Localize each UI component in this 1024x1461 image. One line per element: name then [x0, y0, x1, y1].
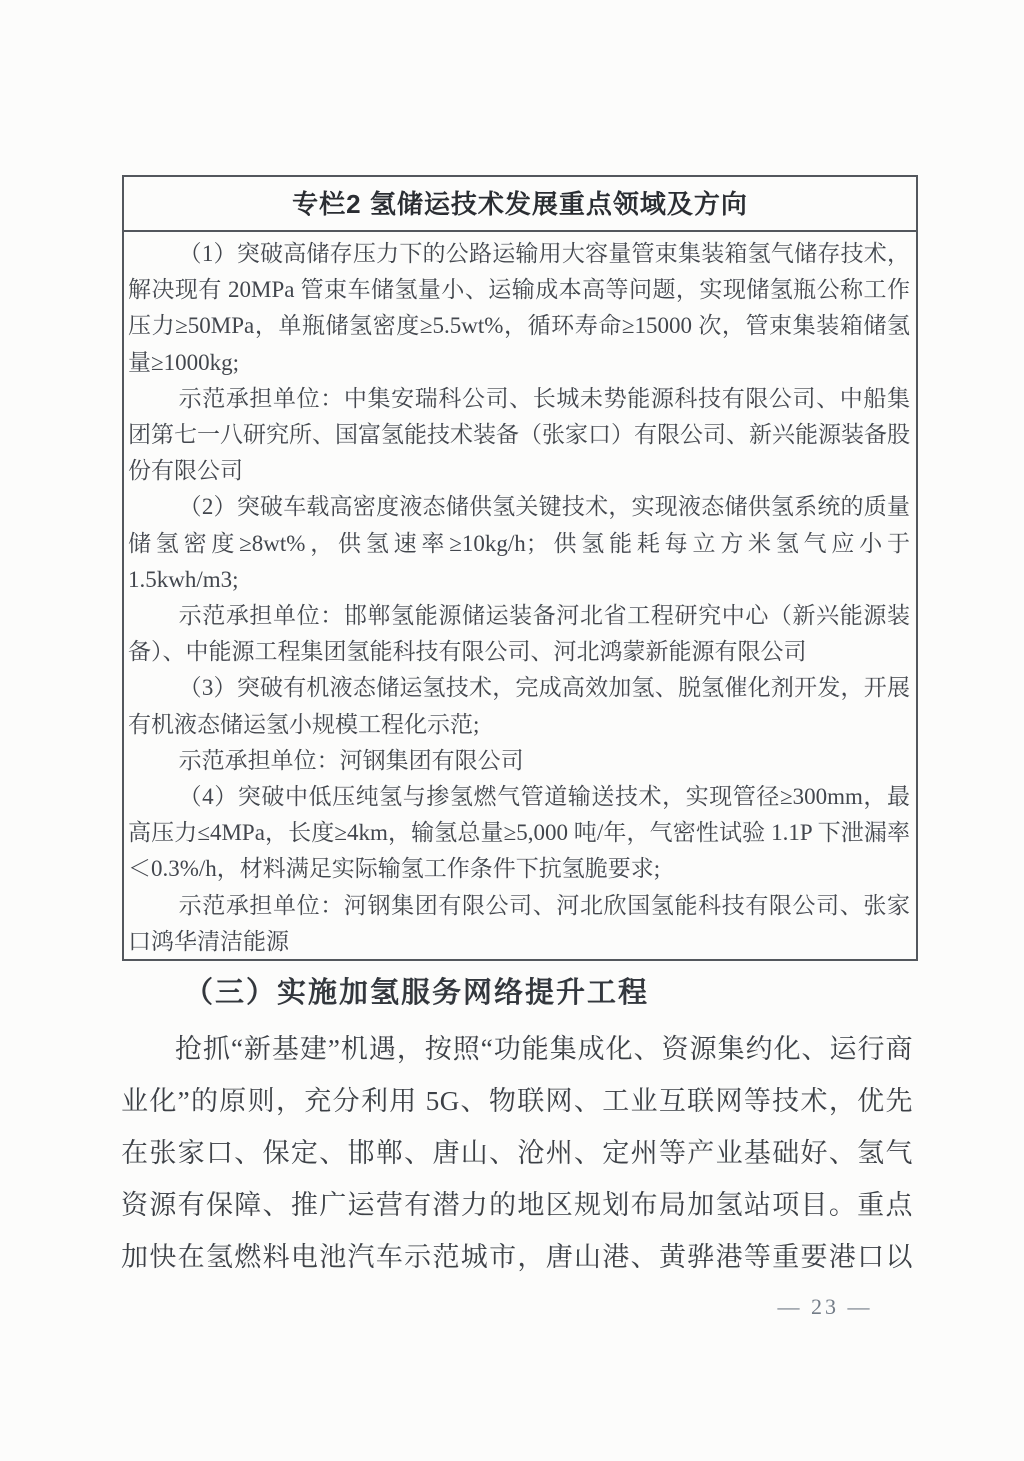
box-paragraph-3: （2）突破车载高密度液态储供氢关键技术，实现液态储供氢系统的质量储氢密度≥8wt%，供氢速率≥10kg/h；供氢能耗每立方米氢气应小于1.5kwh/m3; [128, 494, 910, 592]
section-heading: （三）实施加氢服务网络提升工程 [184, 977, 650, 1009]
column-2-box [122, 175, 918, 961]
box-paragraph-8: 示范承担单位：河钢集团有限公司、河北欣国氢能科技有限公司、张家口鸿华清洁能源 [128, 892, 910, 954]
box-paragraph-6: 示范承担单位：河钢集团有限公司 [178, 747, 524, 773]
box-paragraph-5: （3）突破有机液态储运氢技术，完成高效加氢、脱氢催化剂开发，开展有机液态储运氢小规模工程化示范; [128, 675, 910, 737]
page-number: — 23 — [777, 1294, 873, 1319]
box-paragraph-1: （1）突破高储存压力下的公路运输用大容量管束集装箱氢气储存技术，解决现有 20MPa 管束车储氢量小、运输成本高等问题，实现储氢瓶公称工作压力≥50MPa，单瓶储氢密度≥5.5wt%，循环寿命≥15000 次，管束集装箱储氢量≥1000kg; [128, 241, 910, 375]
box-paragraph-2: 示范承担单位：中集安瑞科公司、长城未势能源科技有限公司、中船集团第七一八研究所、国富氢能技术装备（张家口）有限公司、新兴能源装备股份有限公司 [128, 385, 910, 484]
box-paragraph-4: 示范承担单位：邯郸氢能源储运装备河北省工程研究中心（新兴能源装备）、中能源工程集团氢能科技有限公司、河北鸿蒙新能源有限公司 [128, 603, 910, 665]
section-paragraph: 抢抓“新基建”机遇，按照“功能集成化、资源集约化、运行商业化”的原则，充分利用 5G、物联网、工业互联网等技术，优先在张家口、保定、邯郸、唐山、沧州、定州等产业基础好、氢气资源有保障、推广运营有潜力的地区规划布局加氢站项目。重点加快在氢燃料电池汽车示范城市，唐山港、黄骅港等重要港口以 [121, 1034, 913, 1272]
box-title: 专栏2 氢储运技术发展重点领域及方向 [124, 177, 916, 232]
box-body [124, 232, 916, 959]
box-paragraph-7: （4）突破中低压纯氢与掺氢燃气管道输送技术，实现管径≥300mm，最高压力≤4MPa，长度≥4km，输氢总量≥5,000 吨/年，气密性试验 1.1P 下泄漏率＜0.3%/h，材料满足实际输氢工作条件下抗氢脆要求; [128, 784, 910, 882]
